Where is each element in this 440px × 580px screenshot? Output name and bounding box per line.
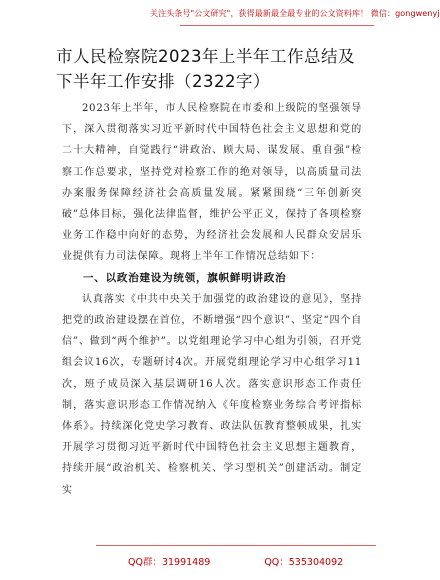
document-body	[62, 98, 362, 501]
footer-contact	[128, 554, 343, 568]
document-title: 市人民检察院2023年上半年工作总结及下半年工作安排（2322字）	[56, 47, 355, 91]
qq-number: QQ：535304092	[264, 557, 344, 568]
section-heading: 一、以政治建设为统领，旗帜鲜明讲政治	[83, 271, 287, 284]
section-paragraph: 认真落实《中共中央关于加强党的政治建设的意见》，坚持把党的政治建设摆在首位，不断增强“四个意识”、坚定“四个自信”、做到“两个维护”。以党组理论学习中心组为引领，召开党组会议16次，专题研讨4次。开展党组理论学习中心组学习11次，班子成员深入基层调研16人次。落实意识形态工作责任制，落实意识形态工作情况纳入《年度检察业务综合考评指标体系》。持续深化党史学习教育、政法队伍教育整顿成果，扎实开展学习贯彻习近平新时代中国特色社会主义思想主题教育，持续开展“政治机关、检察机关、学习型机关”创建活动。制定实	[62, 293, 362, 496]
intro-paragraph: 2023年上半年，市人民检察院在市委和上级院的坚强领导下，深入贯彻落实习近平新时代中国特色社会主义思想和党的二十大精神，自觉践行“讲政治、顾大局、谋发展、重自强”检察工作总要求，坚持党对检察工作的绝对领导，以高质量司法办案服务保障经济社会高质量发展。紧紧围绕“三年创新突破”总体目标，强化法律监督，维护公平正义，保持了各项检察业务工作稳中向好的态势，为经济社会发展和人民群众安居乐业提供有力司法保障。现将上半年工作情况总结如下：	[62, 103, 362, 263]
qq-group: QQ群：31991489	[128, 557, 211, 568]
header-banner: 关注头条号"公文研究"，获得最新最全最专业的公文资料库！ 微信：gongwenyj	[150, 9, 440, 18]
footer-divider	[96, 545, 376, 546]
header-divider	[180, 25, 374, 26]
